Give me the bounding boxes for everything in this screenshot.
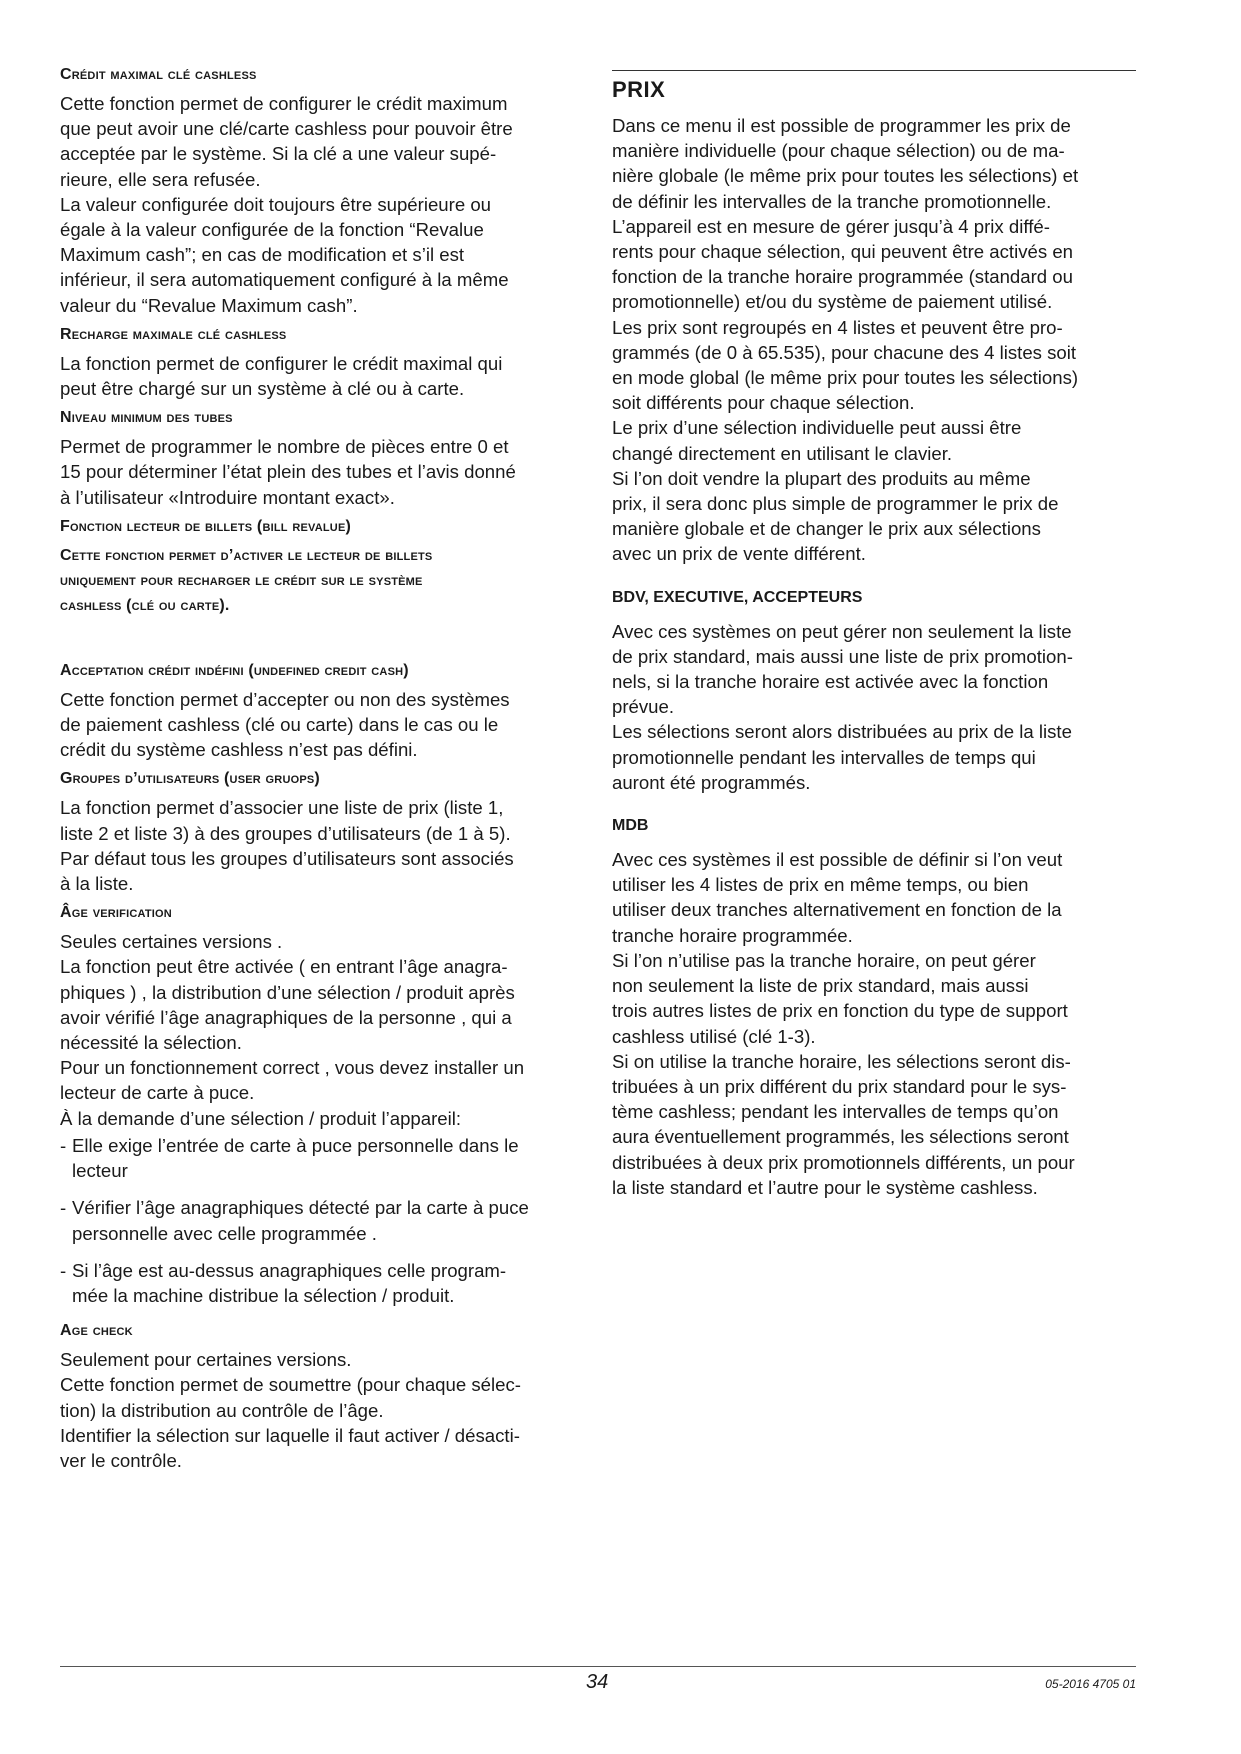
text-line: Avec ces systèmes on peut gérer non seulement la liste <box>612 620 1072 642</box>
left-column <box>60 64 586 1473</box>
text-line: peut être chargé sur un système à clé ou à carte. <box>60 378 465 400</box>
heading-mdb: MDB <box>612 817 649 835</box>
text-line: Cette fonction permet de soumettre (pour chaque sélec- <box>60 1374 521 1396</box>
text-line: prix, il sera donc plus simple de programmer le prix de <box>612 493 1059 515</box>
text-line: À la demande d’une sélection / produit l’appareil: <box>60 1107 462 1129</box>
text-line: promotionnelle pendant les intervalles de temps qui <box>612 746 1036 768</box>
text-line: Avec ces systèmes il est possible de définir si l’on veut <box>612 849 1063 871</box>
text-line: Si l’on n’utilise pas la tranche horaire, on peut gérer <box>612 949 1036 971</box>
text-line: soit différents pour chaque sélection. <box>612 392 915 414</box>
heading-groupes-utilisateurs: Groupes d’utilisateurs (user gruops) <box>60 770 320 788</box>
text-line: tribuées à un prix différent du prix standard pour le sys- <box>612 1075 1067 1097</box>
footer-divider <box>60 1666 1136 1667</box>
text-line: de prix standard, mais aussi une liste de prix promotion- <box>612 645 1073 667</box>
section-mdb <box>612 847 1136 1200</box>
text-line: Si l’âge est au-dessus anagraphiques celle program- <box>72 1259 507 1281</box>
text-line: distribuées à deux prix promotionnels différents, un pour <box>612 1151 1075 1173</box>
text-line: utiliser les 4 listes de prix en même temps, ou bien <box>612 874 1029 896</box>
text-line: Cette fonction permet d’activer le lecteur de billets <box>60 546 433 564</box>
text-line: Permet de programmer le nombre de pièces entre 0 et <box>60 436 509 458</box>
text-line: Dans ce menu il est possible de programmer les prix de <box>612 115 1071 136</box>
text-line: 15 pour déterminer l’état plein des tubes et l’avis donné <box>60 461 516 483</box>
text-line: cashless (clé ou carte). <box>60 596 230 614</box>
list-dash: - <box>60 1197 67 1219</box>
text-line: aura éventuellement programmés, les sélections seront <box>612 1126 1069 1148</box>
text-line: nécessité la sélection. <box>60 1032 242 1054</box>
text-line: avec un prix de vente différent. <box>612 543 866 565</box>
text-line: mée la machine distribue la sélection / produit. <box>72 1284 455 1306</box>
heading-bdv: BDV, EXECUTIVE, ACCEPTEURS <box>612 588 863 606</box>
heading-niveau-minimum: Niveau minimum des tubes <box>60 409 233 427</box>
text-line: grammés (de 0 à 65.535), pour chacune des 4 listes soit <box>612 341 1077 363</box>
text-line: en mode global (le même prix pour toutes les sélections) <box>612 367 1079 389</box>
heading-lecteur-billets: Fonction lecteur de billets (bill revalue) <box>60 517 352 535</box>
text-line: trois autres listes de prix en fonction du type de support <box>612 1000 1068 1022</box>
text-line: Seules certaines versions . <box>60 931 283 953</box>
text-line: utiliser deux tranches alternativement en fonction de la <box>612 899 1062 921</box>
section-age-check <box>60 1347 586 1473</box>
text-line: liste 2 et liste 3) à des groupes d’utilisateurs (de 1 à 5). <box>60 822 511 844</box>
text-line: rents pour chaque sélection, qui peuvent être activés en <box>612 241 1074 263</box>
right-column <box>612 70 1136 1200</box>
text-line: acceptée par le système. Si la clé a une valeur supé- <box>60 143 497 165</box>
text-line: prévue. <box>612 696 675 718</box>
text-line: tranche horaire programmée. <box>612 924 853 946</box>
section-credit-indefini <box>60 687 586 763</box>
text-line: La fonction permet d’associer une liste de prix (liste 1, <box>60 797 504 819</box>
section-lecteur-billets <box>60 543 586 618</box>
text-line: Seulement pour certaines versions. <box>60 1349 352 1371</box>
list-dash: - <box>60 1134 67 1156</box>
text-line: à la liste. <box>60 873 134 895</box>
text-line: à l’utilisateur «Introduire montant exact». <box>60 486 395 508</box>
text-line: tion) la distribution au contrôle de l’âge. <box>60 1399 384 1421</box>
text-line: La fonction peut être activée ( en entrant l’âge anagra- <box>60 956 508 978</box>
section-groupes-utilisateurs <box>60 795 586 896</box>
text-line: fonction de la tranche horaire programmée (standard ou <box>612 266 1073 288</box>
text-line: uniquement pour recharger le crédit sur le système <box>60 571 423 589</box>
heading-recharge-maximale: Recharge maximale clé cashless <box>60 325 287 343</box>
text-line: Les sélections seront alors distribuées au prix de la liste <box>612 721 1072 743</box>
text-line: inférieur, il sera automatiquement configuré à la même <box>60 269 509 291</box>
text-line: auront été programmés. <box>612 771 811 793</box>
text-line: Cette fonction permet d’accepter ou non des systèmes <box>60 688 510 710</box>
text-line: manière globale et de changer le prix aux sélections <box>612 518 1041 540</box>
text-line: ver le contrôle. <box>60 1449 182 1471</box>
heading-credit-maximal: Crédit maximal clé cashless <box>60 66 257 83</box>
list-item <box>60 1195 586 1245</box>
heading-credit-indefini: Acceptation crédit indéfini (undefined credit cash) <box>60 661 409 679</box>
text-line: La fonction permet de configurer le crédit maximal qui <box>60 352 503 374</box>
text-line: Elle exige l’entrée de carte à puce personnelle dans le <box>72 1134 519 1156</box>
heading-prix: PRIX <box>612 77 666 102</box>
text-line: la liste standard et l’autre pour le système cashless. <box>612 1176 1038 1198</box>
section-age-verification <box>60 929 586 1308</box>
text-line: nière globale (le même prix pour toutes les sélections) et <box>612 165 1079 187</box>
section-credit-maximal <box>60 91 586 318</box>
page-number: 34 <box>586 1671 609 1693</box>
heading-age-verification: Âge verification <box>60 904 172 922</box>
text-line: Maximum cash”; en cas de modification et s’il est <box>60 244 465 266</box>
list-item <box>60 1258 586 1308</box>
text-line: Le prix d’une sélection individuelle peut aussi être <box>612 417 1022 439</box>
text-line: tème cashless; pendant les intervalles de temps qu’on <box>612 1101 1059 1123</box>
text-line: changé directement en utilisant le clavier. <box>612 442 953 464</box>
text-line: cashless utilisé (clé 1-3). <box>612 1025 816 1047</box>
text-line: de paiement cashless (clé ou carte) dans le cas ou le <box>60 714 499 736</box>
text-line: rieure, elle sera refusée. <box>60 168 261 190</box>
text-line: Cette fonction permet de configurer le crédit maximum <box>60 93 508 114</box>
prix-intro <box>612 113 1136 567</box>
text-line: Par défaut tous les groupes d’utilisateurs sont associés <box>60 847 514 869</box>
text-line: phiques ) , la distribution d’une sélection / produit après <box>60 981 515 1003</box>
text-line: Les prix sont regroupés en 4 listes et peuvent être pro- <box>612 316 1063 338</box>
text-line: La valeur configurée doit toujours être supérieure ou <box>60 193 492 215</box>
text-line: personnelle avec celle programmée . <box>72 1222 377 1244</box>
text-line: nels, si la tranche horaire est activée avec la fonction <box>612 671 1049 693</box>
list-item <box>60 1133 586 1183</box>
list-dash: - <box>60 1259 67 1281</box>
text-line: lecteur <box>72 1160 128 1182</box>
text-line: Si on utilise la tranche horaire, les sélections seront dis- <box>612 1050 1071 1072</box>
section-recharge-maximale <box>60 351 586 401</box>
section-niveau-minimum <box>60 434 586 510</box>
text-line: promotionnelle) et/ou du système de paiement utilisé. <box>612 291 1053 313</box>
text-line: avoir vérifié l’âge anagraphiques de la personne , qui a <box>60 1006 512 1028</box>
text-line: crédit du système cashless n’est pas défini. <box>60 739 418 761</box>
prix-section <box>612 70 1136 1200</box>
text-line: valeur du “Revalue Maximum cash”. <box>60 294 358 316</box>
text-line: L’appareil est en mesure de gérer jusqu’à 4 prix diffé- <box>612 215 1050 237</box>
text-line: Identifier la sélection sur laquelle il faut activer / désacti- <box>60 1424 520 1446</box>
text-line: manière individuelle (pour chaque sélection) ou de ma- <box>612 140 1065 162</box>
text-line: non seulement la liste de prix standard, mais aussi <box>612 975 1029 997</box>
text-line: égale à la valeur configurée de la fonction “Revalue <box>60 219 484 241</box>
text-line: lecteur de carte à puce. <box>60 1082 255 1104</box>
section-bdv <box>612 619 1136 795</box>
text-line: Pour un fonctionnement correct , vous devez installer un <box>60 1057 525 1079</box>
document-code: 05-2016 4705 01 <box>1045 1677 1136 1691</box>
text-line: Si l’on doit vendre la plupart des produits au même <box>612 467 1031 489</box>
text-line: que peut avoir une clé/carte cashless pour pouvoir être <box>60 118 513 140</box>
text-line: de définir les intervalles de la tranche promotionnelle. <box>612 190 1052 212</box>
heading-age-check: Age check <box>60 1322 133 1340</box>
text-line: Vérifier l’âge anagraphiques détecté par la carte à puce <box>72 1197 529 1219</box>
